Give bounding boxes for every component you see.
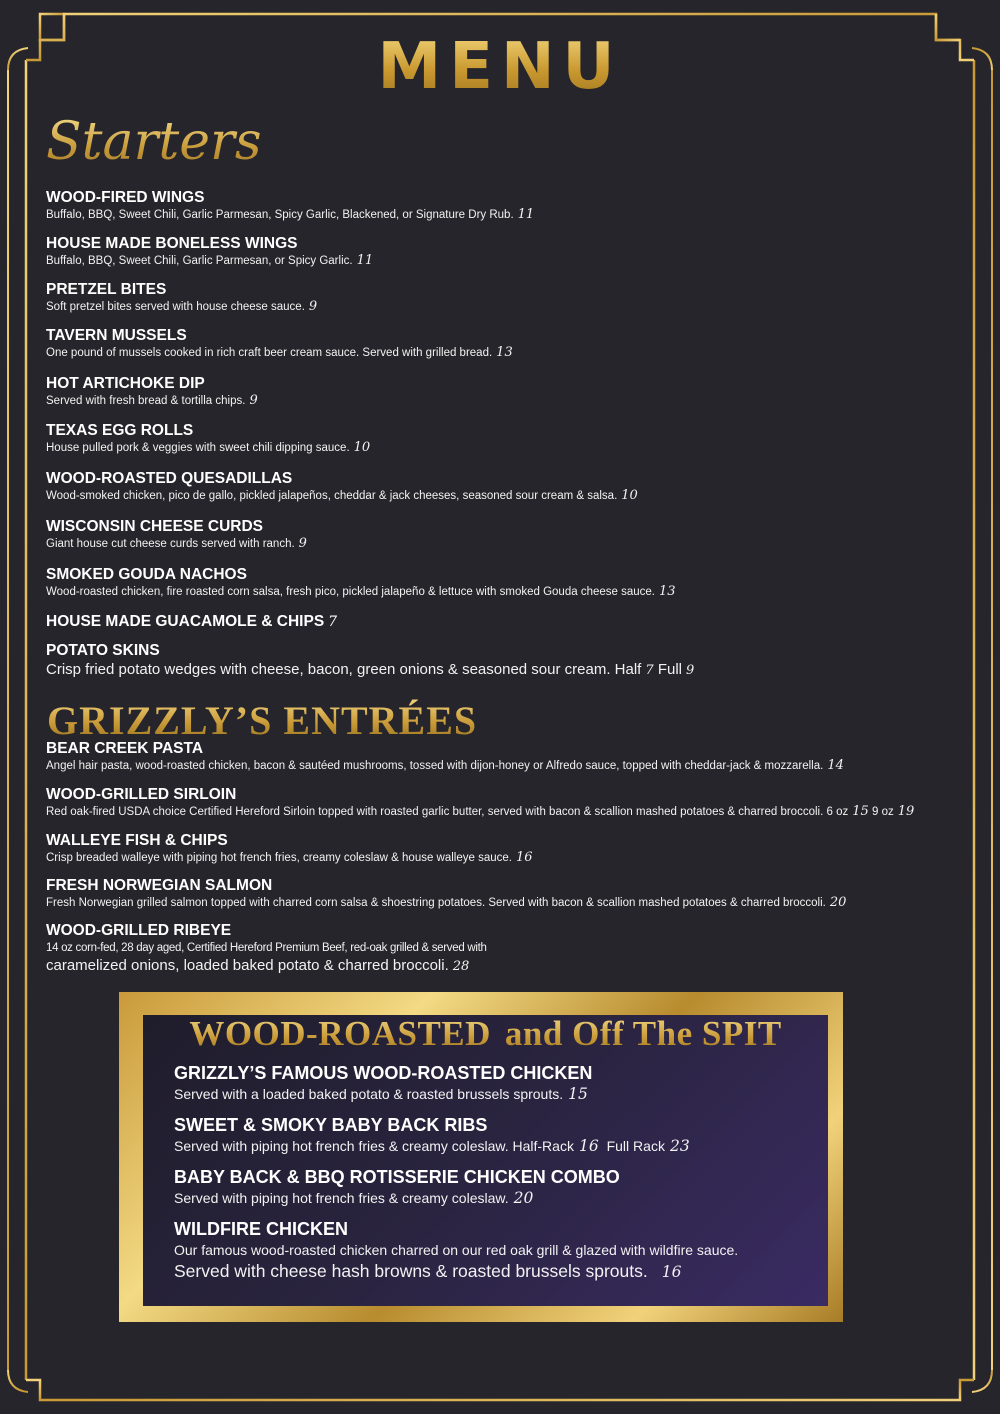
- list-item: [46, 641, 946, 680]
- list-item: [46, 188, 946, 234]
- item-desc: Giant house cut cheese curds served with ranch. 9: [46, 536, 307, 551]
- entrees-list: [46, 739, 946, 976]
- list-item: [174, 1218, 814, 1283]
- item-price: 10: [353, 440, 371, 455]
- item-price: 10: [621, 488, 638, 503]
- item-desc: Served with cheese hash browns & roasted brussels sprouts. 16: [174, 1261, 682, 1281]
- list-item: [46, 326, 946, 374]
- item-desc: Served with piping hot french fries & creamy coleslaw. 20: [174, 1189, 534, 1207]
- list-item: [46, 921, 946, 976]
- item-price: 9: [298, 536, 307, 551]
- entrees-heading: GRIZZLY’S ENTRÉES: [47, 698, 478, 743]
- list-item: [174, 1166, 814, 1208]
- item-name: SMOKED GOUDA NACHOS: [46, 566, 247, 583]
- list-item: [174, 1114, 814, 1156]
- item-price: 7: [328, 614, 338, 630]
- item-name: WALLEYE FISH & CHIPS: [46, 832, 228, 849]
- item-price: 13: [496, 345, 513, 360]
- list-item: [46, 739, 946, 785]
- item-price: 20: [829, 895, 847, 910]
- item-price: 9: [308, 299, 318, 314]
- item-desc: Soft pretzel bites served with house cheese sauce. 9: [46, 299, 318, 314]
- item-desc: House pulled pork & veggies with sweet chili dipping sauce. 10: [46, 440, 371, 455]
- item-name: WOOD-ROASTED QUESADILLAS: [46, 470, 293, 487]
- item-desc: Fresh Norwegian grilled salmon topped with charred corn salsa & shoestring potatoes. Served with bacon & scallion mashed potatoes & charred broccoli. 20: [46, 895, 847, 910]
- list-item: [46, 280, 946, 326]
- item-name: POTATO SKINS: [46, 642, 160, 659]
- page-title: MENU: [0, 30, 1000, 104]
- item-desc: Wood-smoked chicken, pico de gallo, pickled jalapeños, cheddar & jack cheeses, seasoned sour cream & salsa. 10: [46, 488, 638, 503]
- list-item: [46, 612, 946, 641]
- starters-heading: Starters: [46, 112, 262, 172]
- spit-list: [174, 1062, 814, 1293]
- item-name: FRESH NORWEGIAN SALMON: [46, 877, 273, 894]
- item-desc: Buffalo, BBQ, Sweet Chili, Garlic Parmesan, or Spicy Garlic. 11: [46, 253, 374, 268]
- item-desc: Buffalo, BBQ, Sweet Chili, Garlic Parmesan, Spicy Garlic, Blackened, or Signature Dry Rub. 11: [46, 207, 535, 222]
- item-name: WISCONSIN CHEESE CURDS: [46, 518, 264, 535]
- item-name: WOOD-GRILLED RIBEYE: [46, 922, 232, 939]
- item-name: BEAR CREEK PASTA: [46, 740, 204, 757]
- item-price: 11: [356, 253, 374, 268]
- item-desc: Served with piping hot french fries & creamy coleslaw. Half-Rack 16 Full Rack 23: [174, 1137, 690, 1155]
- list-item: [46, 876, 946, 921]
- item-desc: 14 oz corn-fed, 28 day aged, Certified Hereford Premium Beef, red-oak grilled & served with: [46, 942, 487, 954]
- item-desc: Red oak-fired USDA choice Certified Hereford Sirloin topped with roasted garlic butter, served with bacon & scallion mashed potatoes & charred broccoli. 6 oz 15 9 oz 19: [46, 804, 915, 819]
- list-item: [46, 374, 946, 421]
- item-desc: Wood-roasted chicken, fire roasted corn salsa, fresh pico, pickled jalapeño & lettuce with smoked Gouda cheese sauce. 13: [46, 584, 676, 599]
- item-name: TEXAS EGG ROLLS: [46, 422, 194, 439]
- item-price: 11: [517, 207, 535, 222]
- spit-heading: WOOD-ROASTED and Off The SPIT: [143, 1014, 828, 1054]
- item-desc: caramelized onions, loaded baked potato & charred broccoli. 28: [46, 957, 470, 974]
- item-desc: Served with fresh bread & tortilla chips. 9: [46, 393, 258, 408]
- list-item: [46, 421, 946, 469]
- item-name: BABY BACK & BBQ ROTISSERIE CHICKEN COMBO: [174, 1167, 620, 1187]
- item-price: 9: [249, 393, 258, 408]
- item-desc: Our famous wood-roasted chicken charred on our red oak grill & glazed with wildfire sauce.: [174, 1242, 739, 1258]
- item-desc: Served with a loaded baked potato & roasted brussels sprouts. 15: [174, 1085, 588, 1103]
- list-item: [174, 1062, 814, 1104]
- item-name: HOUSE MADE BONELESS WINGS: [46, 235, 298, 252]
- item-price: 14: [827, 758, 844, 773]
- item-price: 20: [513, 1189, 534, 1207]
- item-name: WILDFIRE CHICKEN: [174, 1219, 348, 1239]
- list-item: [46, 785, 946, 831]
- list-item: [46, 469, 946, 517]
- starters-list: [46, 188, 946, 680]
- item-name: HOT ARTICHOKE DIP: [46, 375, 205, 392]
- item-price: 15: [568, 1085, 588, 1103]
- list-item: [46, 517, 946, 565]
- item-name: HOUSE MADE GUACAMOLE & CHIPS 7: [46, 613, 338, 630]
- item-name: WOOD-FIRED WINGS: [46, 189, 205, 206]
- item-price: 28: [452, 959, 470, 974]
- item-desc: Angel hair pasta, wood-roasted chicken, bacon & sautéed mushrooms, tossed with dijon-honey or Alfredo sauce, topped with cheddar-jack & mozzarella. 14: [46, 758, 844, 773]
- list-item: [46, 565, 946, 612]
- item-name: TAVERN MUSSELS: [46, 327, 187, 344]
- list-item: [46, 831, 946, 876]
- item-name: WOOD-GRILLED SIRLOIN: [46, 786, 237, 803]
- item-price: 16: [515, 850, 533, 865]
- item-desc: Crisp breaded walleye with piping hot french fries, creamy coleslaw & house walleye sauce. 16: [46, 850, 533, 865]
- item-name: PRETZEL BITES: [46, 281, 167, 298]
- item-name: GRIZZLY’S FAMOUS WOOD-ROASTED CHICKEN: [174, 1063, 593, 1083]
- item-desc: Crisp fried potato wedges with cheese, bacon, green onions & seasoned sour cream. Half 7 Full 9: [46, 661, 695, 678]
- item-desc: One pound of mussels cooked in rich craft beer cream sauce. Served with grilled bread. 13: [46, 345, 513, 360]
- item-name: SWEET & SMOKY BABY BACK RIBS: [174, 1115, 488, 1135]
- list-item: [46, 234, 946, 280]
- item-price: 13: [658, 584, 676, 599]
- item-price: 16: [661, 1263, 682, 1281]
